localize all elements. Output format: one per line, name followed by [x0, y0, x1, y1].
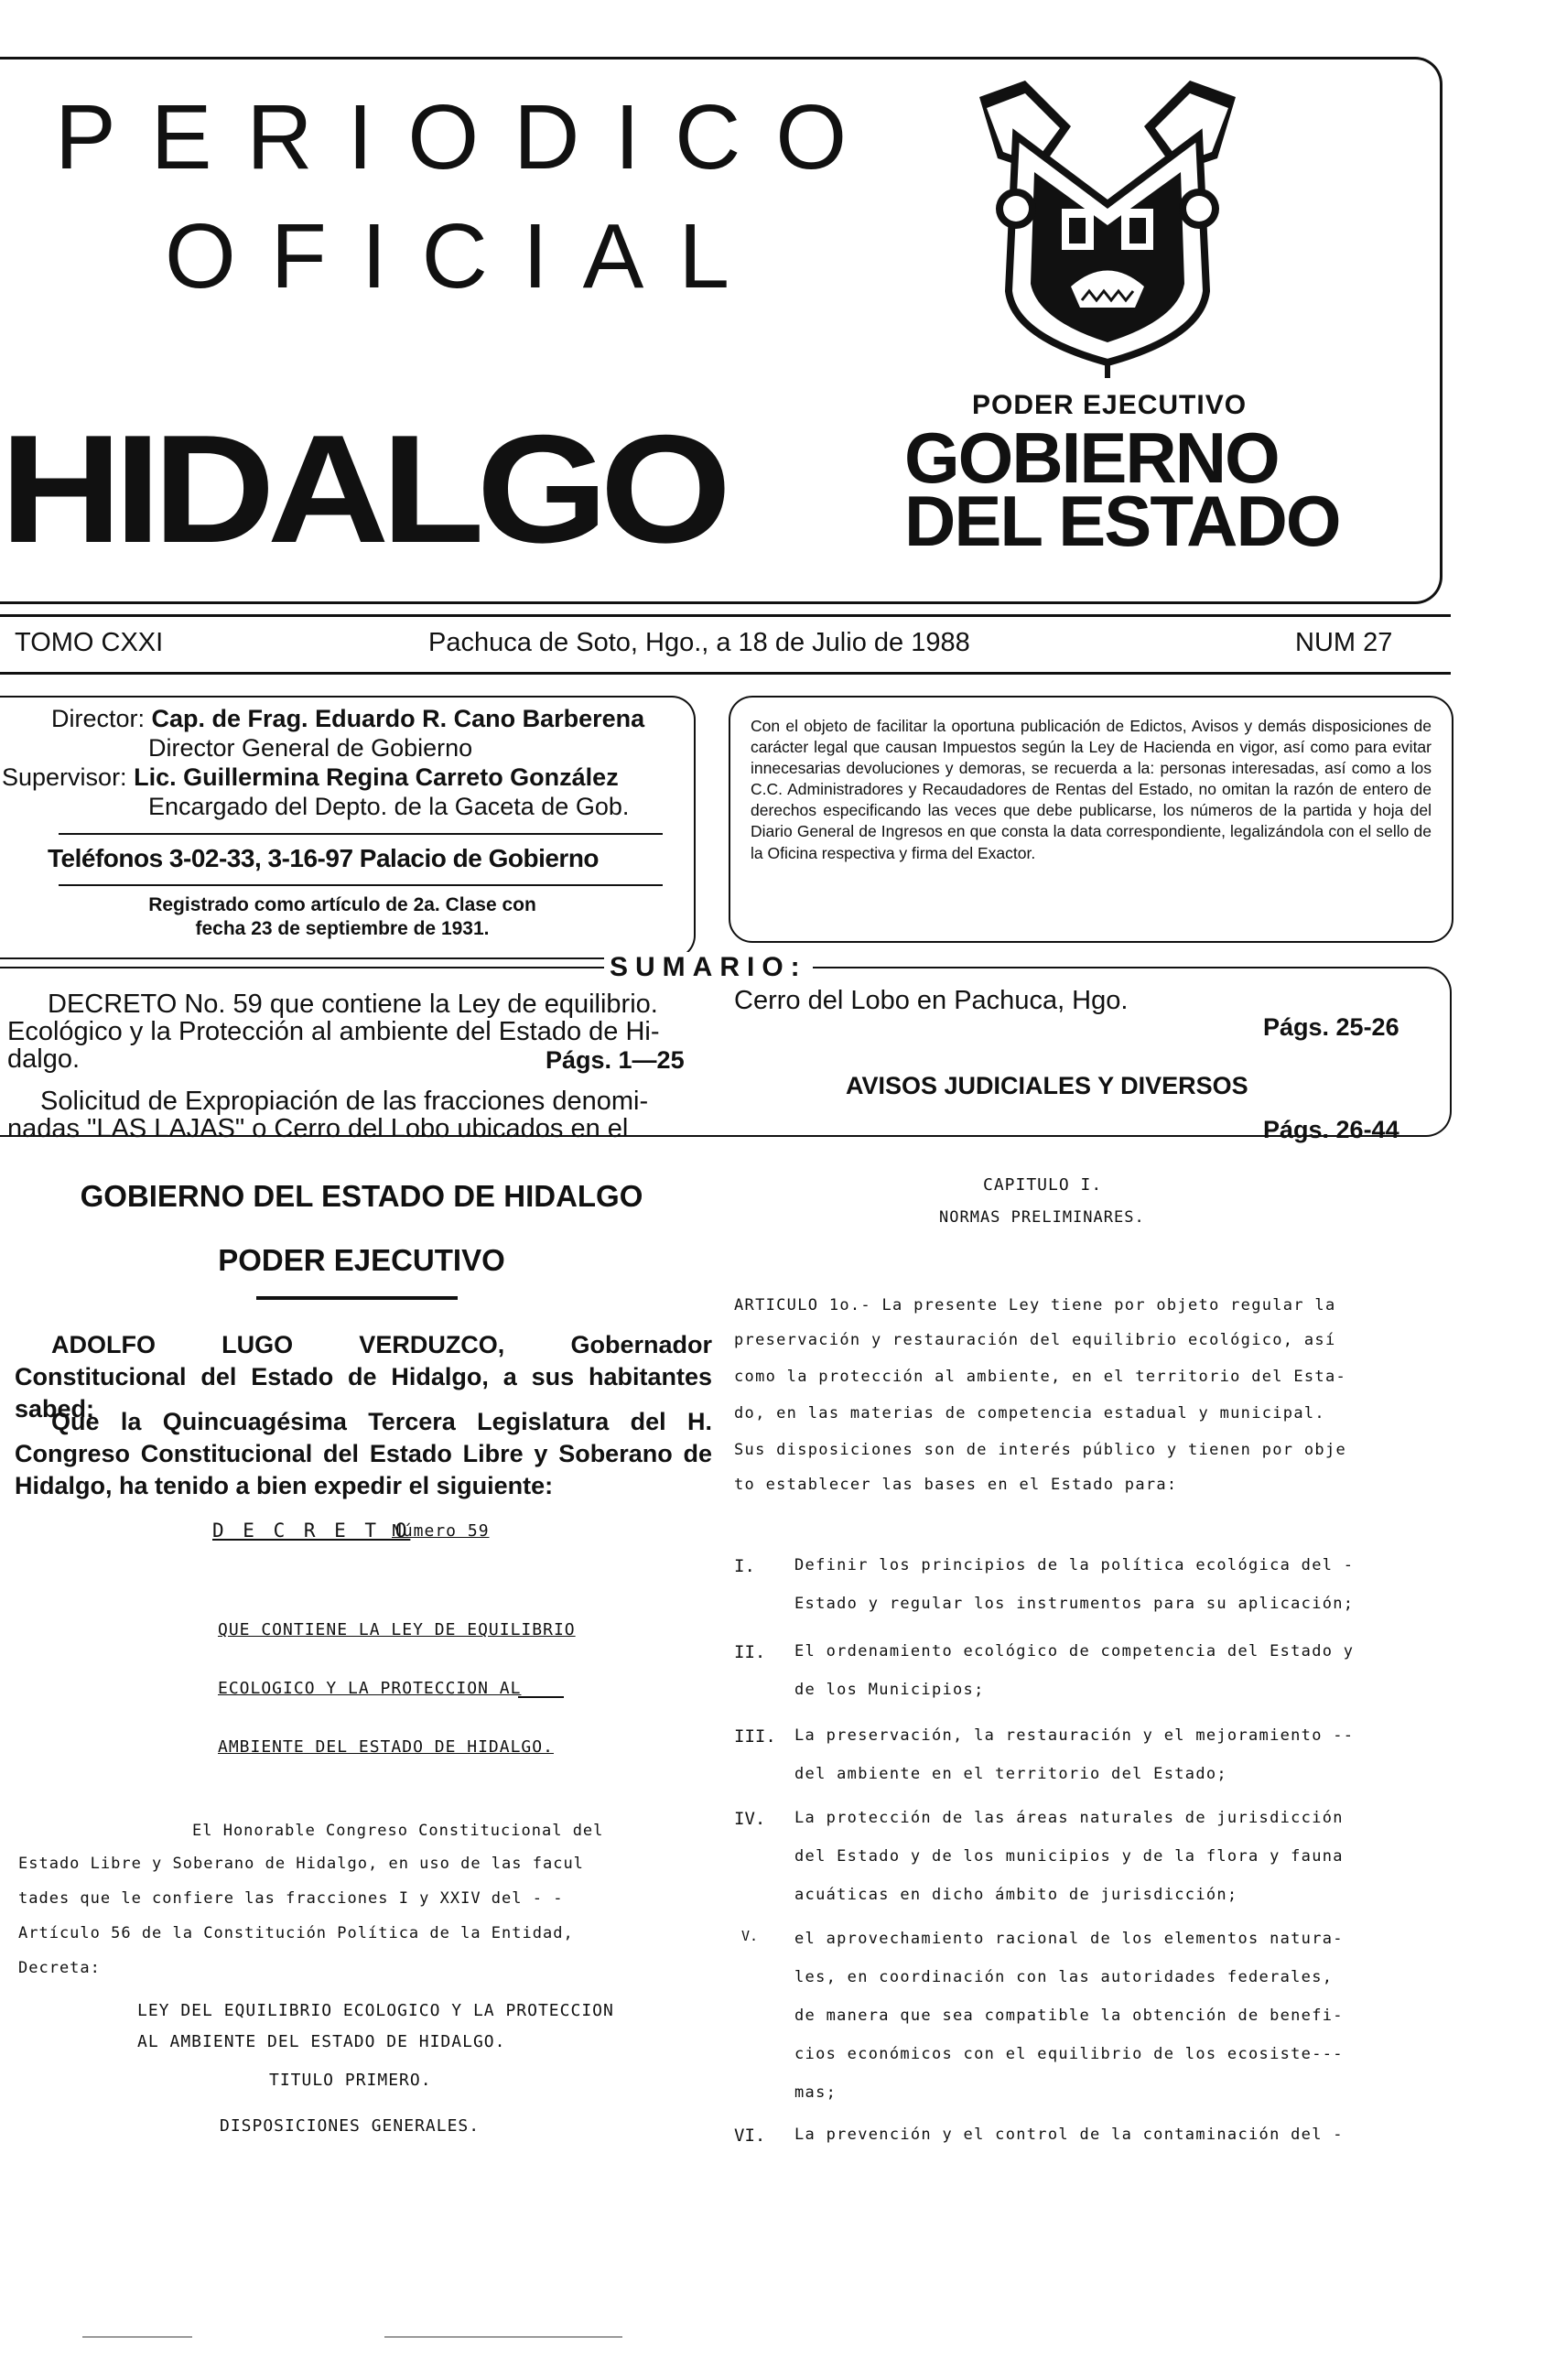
- item-line: acuáticas en dicho ámbito de jurisdicción;: [794, 1886, 1238, 1904]
- ley-line-1: LEY DEL EQUILIBRIO ECOLOGICO Y LA PROTECCION: [137, 2001, 614, 2020]
- masthead-poder-ejecutivo: PODER EJECUTIVO: [972, 390, 1248, 420]
- issue-bottom-rule: [0, 672, 1451, 675]
- decreto-word: D E C R E T O: [212, 1520, 411, 1542]
- que-line-2-underline: [518, 1696, 564, 1698]
- item-line: La preservación, la restauración y el mejoramiento --: [794, 1726, 1355, 1745]
- sumario-item1-line1: DECRETO No. 59 que contiene la Ley de equilibrio.: [48, 990, 658, 1019]
- masthead-title-hidalgo: HIDALGO: [0, 403, 724, 575]
- heading-rule: [256, 1296, 458, 1300]
- disposiciones-generales: DISPOSICIONES GENERALES.: [220, 2116, 481, 2136]
- issue-number: NUM 27: [1295, 628, 1393, 657]
- notice-text: Con el objeto de facilitar la oportuna publicación de Edictos, Avisos y demás disposiciones de carácter legal que causan Impuestos según la Ley de Hacienda en vigor, así como para evitar innecesarias devoluciones y demoras, se recuerda a la: personas interesadas, así como a los C.C. Administradores y Recaudadores de Rentas del Estado, no omitan la razón de entero de derechos especificando las veces que debe publicarse, los números de la partida y hoja del Diario General de Ingresos en que consta la data correspondiente, legalizándola con el sello de la Oficina respectiva y firma del Exactor.: [751, 717, 1432, 862]
- item-line: Definir los principios de la política ecológica del -: [794, 1556, 1355, 1574]
- para-legislatura: Que la Quincuagésima Tercera Legislatura del H. Congreso Constitucional del Estado Libre y Soberano de Hidalgo, ha tenido a bien expedir el siguiente:: [15, 1408, 712, 1500]
- para-gobernador: ADOLFO LUGO VERDUZCO, Gobernador Constitucional del Estado de Hidalgo, a sus habitantes sabed:: [15, 1331, 712, 1423]
- scan-mark: [82, 2336, 192, 2338]
- articulo-line-6: to establecer las bases en el Estado para:: [734, 1476, 1178, 1494]
- item-line: cios económicos con el equilibrio de los ecosiste---: [794, 2045, 1344, 2063]
- tomo-label: TOMO CXXI: [15, 628, 164, 657]
- supervisor-row: [2, 763, 619, 792]
- item-number: I.: [734, 1556, 755, 1576]
- gobierno-line-1: GOBIERNO: [904, 417, 1279, 498]
- que-line-3: AMBIENTE DEL ESTADO DE HIDALGO.: [218, 1737, 554, 1757]
- honorable-line-1: El Honorable Congreso Constitucional del: [192, 1822, 604, 1840]
- supervisor-title: Encargado del Depto. de la Gaceta de Gob.: [148, 793, 630, 820]
- item-line: les, en coordinación con las autoridades federales,: [794, 1968, 1334, 1986]
- sumario-item3-pages: Págs. 26-44: [1263, 1116, 1399, 1143]
- item-number: III.: [734, 1726, 776, 1747]
- sumario-item2-line3: Cerro del Lobo en Pachuca, Hgo.: [734, 986, 1129, 1015]
- sumario-item1-line3: dalgo.: [7, 1044, 81, 1074]
- que-line-2: ECOLOGICO Y LA PROTECCION AL: [218, 1679, 522, 1698]
- sumario-item2-line2: nadas "LAS LAJAS" o Cerro del Lobo ubicados en el: [7, 1114, 629, 1143]
- normas-preliminares: NORMAS PRELIMINARES.: [939, 1208, 1145, 1227]
- director-name: Cap. de Frag. Eduardo R. Cano Barberena: [151, 705, 645, 732]
- sumario-title: SUMARIO:: [604, 952, 813, 983]
- staff-divider-2: [59, 884, 663, 886]
- honorable-line-2: Estado Libre y Soberano de Hidalgo, en uso de las facul: [18, 1855, 584, 1873]
- director-title: Director General de Gobierno: [148, 734, 473, 762]
- staff-divider: [59, 833, 663, 835]
- articulo-line-4: do, en las materias de competencia estadual y municipal.: [734, 1404, 1325, 1423]
- honorable-line-5: Decreta:: [18, 1959, 101, 1977]
- scan-mark: [384, 2336, 622, 2338]
- item-line: La prevención y el control de la contaminación del -: [794, 2126, 1344, 2144]
- honorable-line-3: tades que le confiere las fracciones I y XXIV del - -: [18, 1889, 564, 1908]
- decreto-number: Número 59: [392, 1521, 490, 1541]
- registro-line-1: Registrado como artículo de 2a. Clase con: [148, 894, 536, 915]
- staff-box: [0, 696, 696, 959]
- articulo-line-2: preservación y restauración del equilibrio ecológico, así: [734, 1331, 1336, 1349]
- masthead-title-oficial: OFICIAL: [165, 205, 764, 308]
- item-line: del Estado y de los municipios y de la flora y fauna: [794, 1847, 1344, 1866]
- sumario-item1-line2: Ecológico y la Protección al ambiente del Estado de Hi-: [7, 1017, 660, 1046]
- issue-top-rule: [0, 614, 1451, 617]
- sumario-item1-pages: Págs. 1—25: [546, 1046, 685, 1074]
- item-line: de manera que sea compatible la obtención de benefi-: [794, 2007, 1344, 2025]
- item-line: del ambiente en el territorio del Estado;: [794, 1765, 1227, 1783]
- sumario-item2-pages: Págs. 25-26: [1263, 1013, 1399, 1041]
- supervisor-name: Lic. Guillermina Regina Carreto González: [134, 763, 619, 791]
- supervisor-label: Supervisor:: [2, 763, 127, 791]
- heading-poder-ejecutivo: PODER EJECUTIVO: [218, 1243, 505, 1277]
- place-date: Pachuca de Soto, Hgo., a 18 de Julio de 1988: [428, 628, 970, 657]
- item-number: V.: [741, 1928, 759, 1944]
- honorable-line-4: Artículo 56 de la Constitución Política de la Entidad,: [18, 1924, 574, 1942]
- item-line: La protección de las áreas naturales de jurisdicción: [794, 1809, 1344, 1827]
- item-line: de los Municipios;: [794, 1681, 985, 1699]
- masthead-title-periodico: PERIODICO: [55, 86, 882, 189]
- sumario-item2-line1: Solicitud de Expropiación de las fracciones denomi-: [40, 1087, 649, 1116]
- titulo-primero: TITULO PRIMERO.: [269, 2071, 432, 2090]
- director-label: Director:: [51, 705, 146, 732]
- articulo-line-3: como la protección al ambiente, en el territorio del Esta-: [734, 1368, 1347, 1386]
- item-number: VI.: [734, 2126, 766, 2146]
- item-line: El ordenamiento ecológico de competencia del Estado y: [794, 1642, 1355, 1661]
- ley-line-2: AL AMBIENTE DEL ESTADO DE HIDALGO.: [137, 2032, 506, 2051]
- heading-gobierno: GOBIERNO DEL ESTADO DE HIDALGO: [80, 1179, 643, 1213]
- sumario-item3: AVISOS JUDICIALES Y DIVERSOS: [846, 1072, 1248, 1099]
- gobierno-line-2: DEL ESTADO: [904, 480, 1340, 561]
- item-line: el aprovechamiento racional de los elementos natura-: [794, 1930, 1344, 1948]
- item-line: mas;: [794, 2083, 837, 2102]
- item-number: II.: [734, 1642, 766, 1662]
- director-row: [51, 705, 644, 733]
- articulo-line-5: Sus disposiciones son de interés público y tienen por obje: [734, 1441, 1347, 1459]
- capitulo-title: CAPITULO I.: [983, 1175, 1103, 1195]
- notice-box: [729, 696, 1453, 943]
- state-coat-of-arms-icon: [961, 71, 1254, 383]
- item-line: Estado y regular los instrumentos para su aplicación;: [794, 1595, 1355, 1613]
- masthead-gobierno-del-estado: [904, 417, 1340, 561]
- articulo-line-1: ARTICULO 1o.- La presente Ley tiene por objeto regular la: [734, 1296, 1336, 1314]
- item-number: IV.: [734, 1809, 766, 1829]
- que-line-1: QUE CONTIENE LA LEY DE EQUILIBRIO: [218, 1620, 576, 1639]
- phones: Teléfonos 3-02-33, 3-16-97 Palacio de Gobierno: [48, 844, 600, 872]
- registro-line-2: fecha 23 de septiembre de 1931.: [195, 918, 490, 939]
